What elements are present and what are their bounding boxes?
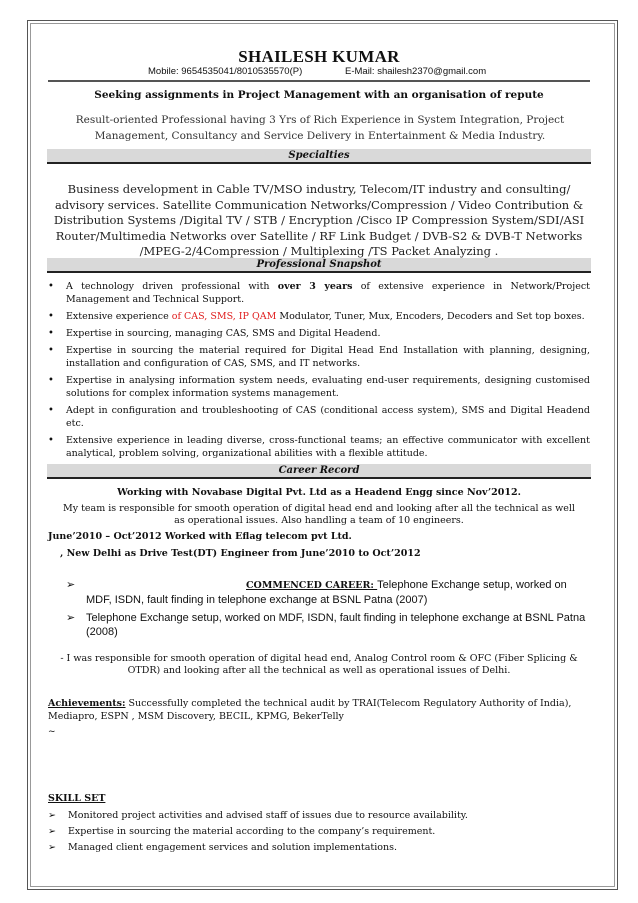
list-item: • Extensive experience of CAS, SMS, IP QAM Modulator, Tuner, Mux, Encoders, Decoders and Set top boxes. — [48, 311, 585, 322]
bullet-icon: • — [48, 435, 54, 446]
list-item: ➢ Managed client engagement services and solution implementations. — [48, 842, 397, 853]
section-professional-snapshot: Professional Snapshot — [47, 258, 591, 273]
arrow-bullet-icon: ➢ — [66, 612, 76, 624]
mobile-number: Mobile: 9654535041/8010535570(P) — [148, 66, 303, 77]
bullet-icon: • — [48, 345, 54, 356]
list-item: • Adept in configuration and troubleshooting of CAS (conditional access system), SMS and Digital Headend etc. — [48, 405, 590, 429]
list-item: • Expertise in sourcing the material required for Digital Head End Installation with planning, designing, installation and configuration of CAS, SMS, and IT networks. — [48, 345, 590, 369]
section-career-record: Career Record — [47, 464, 591, 479]
list-item: • A technology driven professional with over 3 years of extensive experience in Network/Project Management and Technical Support. — [48, 281, 590, 305]
bullet-icon: • — [48, 281, 54, 292]
list-item: • Expertise in sourcing, managing CAS, SMS and Digital Headend. — [48, 328, 381, 339]
header-rule — [48, 80, 590, 82]
delhi-role: , New Delhi as Drive Test(DT) Engineer from June’2010 to Oct’2012 — [60, 548, 421, 559]
tilde-mark: ~ — [48, 727, 56, 737]
list-item: ➢ Monitored project activities and advised staff of issues due to resource availability. — [48, 810, 468, 821]
delhi-responsibility: - I was responsible for smooth operation of digital head end, Analog Control room & OFC (Fiber Splicing & OTDR) and looking after all the technical as well as operational issues of Delhi. — [60, 653, 578, 676]
list-item: ➢ COMMENCED CAREER: Telephone Exchange setup, worked on MDF, ISDN, fault finding in telephone exchange at BSNL Patna (2007) — [66, 579, 567, 606]
section-specialties: Specialties — [47, 149, 591, 164]
novabase-description: My team is responsible for smooth operation of digital head end and looking after all the technical as well as operational issues. Also handling a team of 10 engineers. — [63, 503, 575, 526]
commenced-career-label: COMMENCED CAREER: — [246, 580, 378, 591]
arrow-bullet-icon: ➢ — [48, 810, 56, 821]
email-address: E-Mail: shailesh2370@gmail.com — [345, 66, 487, 77]
eflag-role: June’2010 – Oct’2012 Worked with Eflag telecom pvt Ltd. — [48, 531, 352, 542]
early-career-list — [66, 578, 590, 643]
list-item: • Extensive experience in leading diverse, cross-functional teams; an effective communicator with excellent analytical, problem solving, organizational abilities with a flexible attitude. — [48, 435, 590, 459]
arrow-bullet-icon: ➢ — [48, 826, 56, 837]
novabase-role: Working with Novabase Digital Pvt. Ltd as a Headend Engg since Nov’2012. — [117, 487, 521, 498]
skill-set-heading: SKILL SET — [48, 793, 106, 804]
bullet-icon: • — [48, 311, 54, 322]
arrow-bullet-icon: ➢ — [48, 842, 56, 853]
specialties-text: Business development in Cable TV/MSO industry, Telecom/IT industry and consulting/ advisory services. Satellite Communication Networks/Compression / Video Contribution & Distribution Systems /Digital TV / STB / Encryption /Cisco IP Compression System/SDI/ASI Router/Multimedia Networks over Satellite / RF Link Budget / DVB-S2 & DVB-T Networks /MPEG-2/4Compression / Multiplexing /TS Packet Analyzing . — [53, 182, 585, 258]
list-item: • Expertise in analysing information system needs, evaluating end-user requirements, designing customised solutions for complex information systems management. — [48, 375, 590, 399]
bullet-icon: • — [48, 328, 54, 339]
objective: Seeking assignments in Project Management with an organisation of repute — [94, 89, 544, 101]
achievements: Achievements: Successfully completed the technical audit by TRAI(Telecom Regulatory Authority of India), Mediapro, ESPN , MSM Discovery, BECIL, KPMG, BekerTelly — [48, 698, 572, 722]
arrow-bullet-icon: ➢ — [66, 579, 76, 591]
achievements-label: Achievements: — [48, 698, 126, 709]
snapshot-list — [48, 280, 590, 464]
bullet-icon: • — [48, 375, 54, 386]
bullet-icon: • — [48, 405, 54, 416]
professional-summary: Result-oriented Professional having 3 Yrs of Rich Experience in System Integration, Project Management, Consultancy and Service Delivery in Entertainment & Media Industry. — [75, 114, 565, 142]
skill-list — [48, 809, 590, 857]
list-item: ➢ Telephone Exchange setup, worked on MDF, ISDN, fault finding in telephone exchange at BSNL Patna (2008) — [66, 612, 586, 638]
candidate-name: SHAILESH KUMAR — [238, 47, 400, 66]
list-item: ➢ Expertise in sourcing the material according to the company’s requirement. — [48, 826, 436, 837]
